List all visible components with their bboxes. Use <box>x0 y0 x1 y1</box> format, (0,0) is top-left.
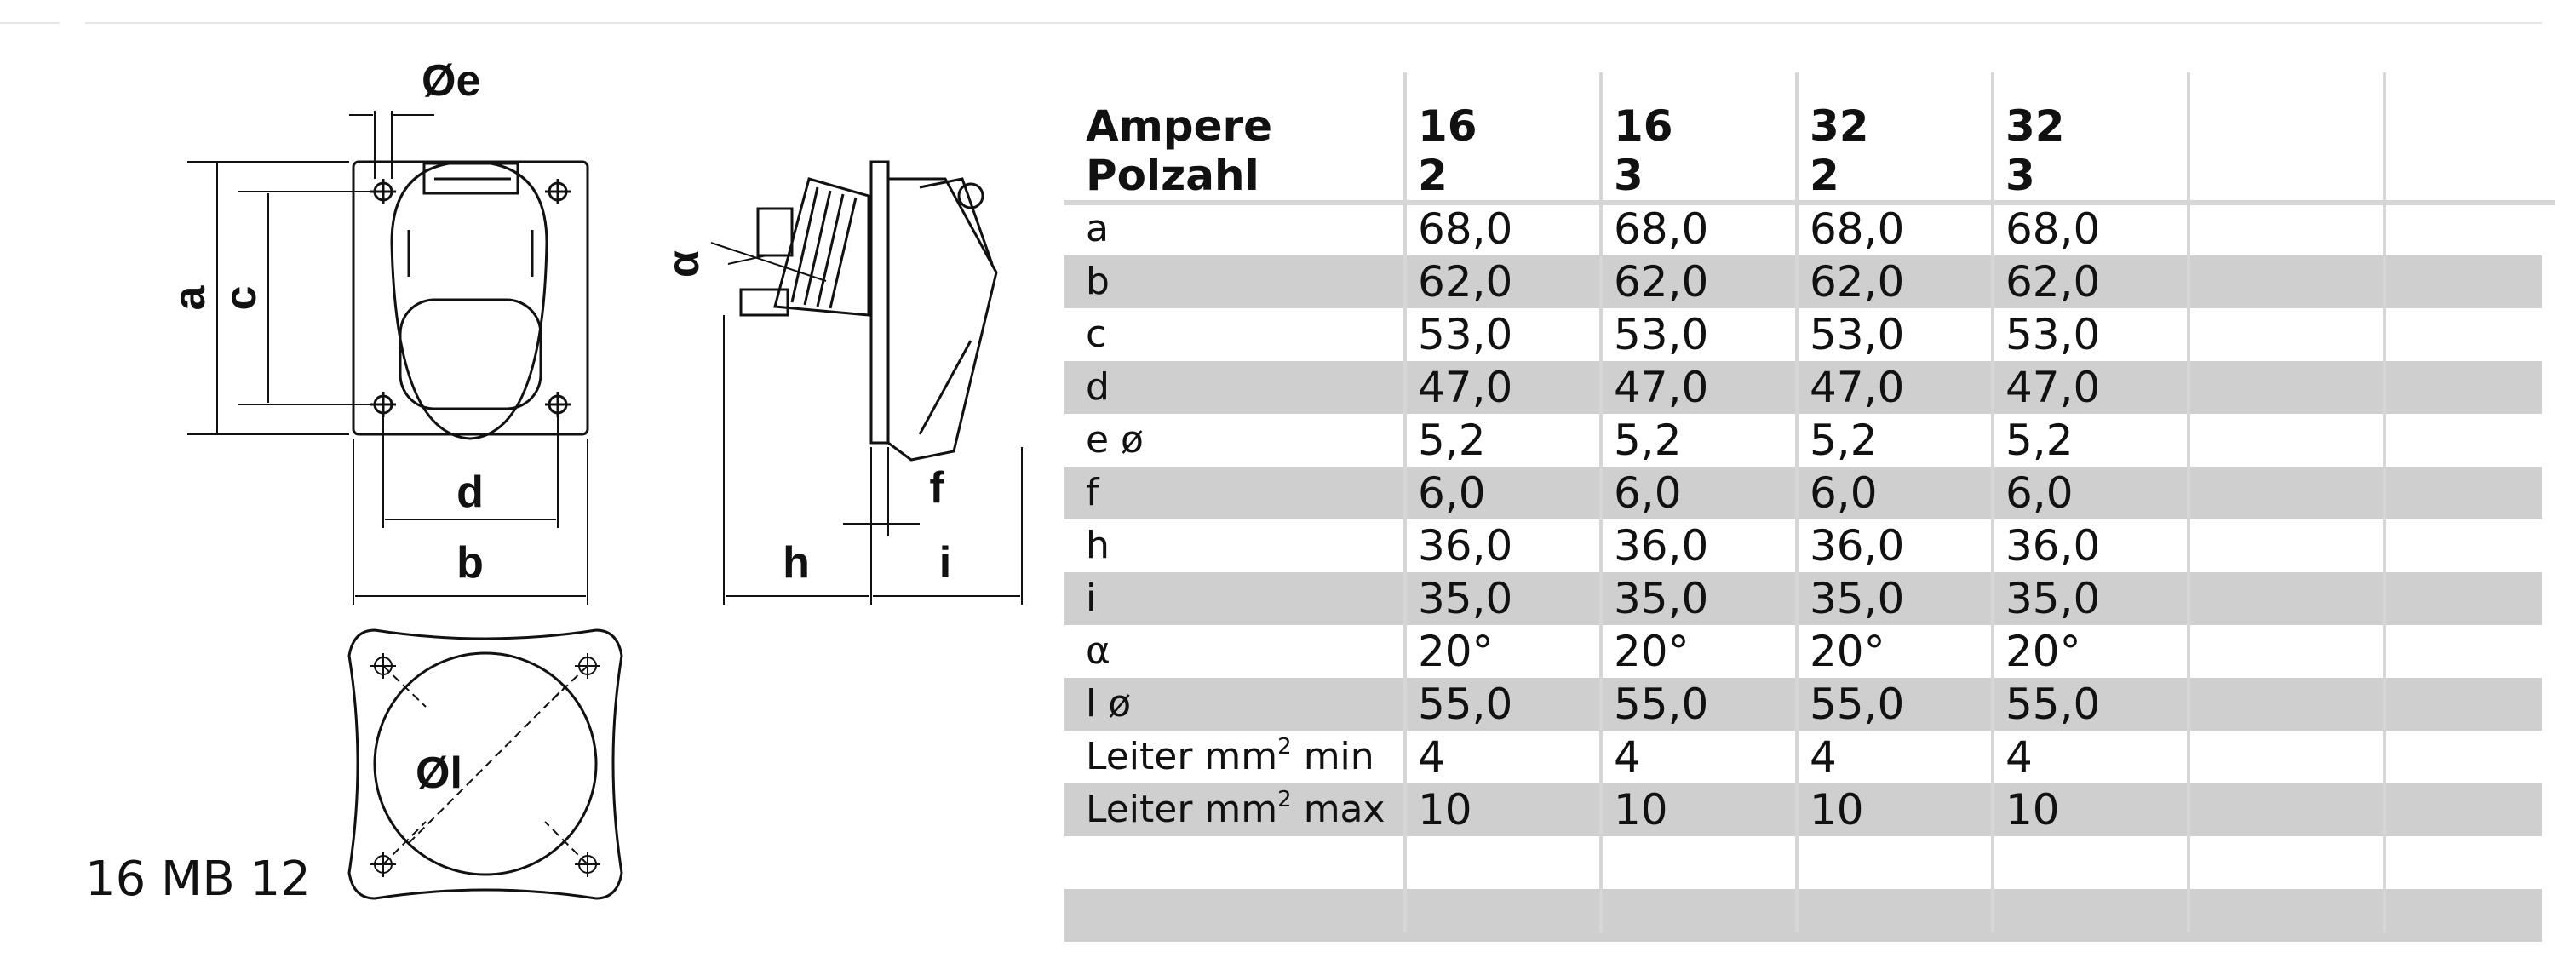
table-row-shade <box>1064 889 2542 942</box>
cell-value: 35,0 <box>1810 574 1905 623</box>
cell-value: 55,0 <box>1418 680 1513 729</box>
row-label: e ø <box>1086 418 1144 462</box>
cell-value: 62,0 <box>1418 257 1513 307</box>
table-row <box>1064 361 2542 414</box>
cell-value: 20° <box>1614 627 1690 676</box>
row-label <box>1086 783 1386 836</box>
cell-value: 68,0 <box>1614 204 1709 254</box>
cell-value: 47,0 <box>1418 363 1513 412</box>
table-row <box>1064 308 2542 361</box>
cell-value: 62,0 <box>1810 257 1905 307</box>
cell-value: 55,0 <box>1614 680 1709 729</box>
dim-label-b: b <box>456 538 484 588</box>
cell-value: 10 <box>1614 785 1668 835</box>
rear-cutout-drawing <box>324 613 664 920</box>
dim-label-d: d <box>456 468 484 517</box>
header-ampere-col4: 32 <box>2005 101 2065 151</box>
cell-value: 6,0 <box>1418 468 1486 518</box>
cell-value: 5,2 <box>1810 416 1878 465</box>
front-view-svg <box>153 56 630 613</box>
cell-value: 55,0 <box>2005 680 2101 729</box>
top-divider <box>85 22 2542 24</box>
header-polzahl-col1: 2 <box>1418 151 1448 200</box>
cell-value: 20° <box>1418 627 1494 676</box>
model-designation: 16 MB 12 <box>85 852 311 907</box>
row-label: c <box>1086 313 1107 356</box>
cell-value: 68,0 <box>2005 204 2101 254</box>
table-row <box>1064 414 2542 467</box>
dim-label-e: Øe <box>422 56 481 106</box>
cell-value: 35,0 <box>1614 574 1709 623</box>
cell-value: 36,0 <box>1614 521 1709 571</box>
cell-value: 5,2 <box>1418 416 1486 465</box>
dim-label-i: i <box>938 538 952 588</box>
table-row <box>1064 203 2542 255</box>
cell-value: 55,0 <box>1810 680 1905 729</box>
row-label: h <box>1086 524 1110 567</box>
header-ampere-col1: 16 <box>1418 101 1477 151</box>
cell-value: 36,0 <box>1810 521 1905 571</box>
spec-table <box>1064 72 2542 932</box>
table-row <box>1064 678 2542 731</box>
row-label: l ø <box>1086 682 1132 726</box>
header-polzahl-label: Polzahl <box>1086 151 1259 200</box>
cell-value: 5,2 <box>1614 416 1682 465</box>
cell-value: 6,0 <box>1614 468 1682 518</box>
table-row <box>1064 625 2542 678</box>
cell-value: 4 <box>1614 732 1641 782</box>
table-row <box>1064 783 2542 836</box>
table-row <box>1064 731 2542 783</box>
cell-value: 10 <box>1810 785 1864 835</box>
cell-value: 20° <box>1810 627 1885 676</box>
header-ampere-label: Ampere <box>1086 101 1273 151</box>
row-label: i <box>1086 577 1097 620</box>
dim-label-alpha: α <box>659 250 709 278</box>
cell-value: 4 <box>2005 732 2033 782</box>
dim-label-c: c <box>216 285 266 311</box>
cell-value: 47,0 <box>1810 363 1905 412</box>
row-label <box>1086 731 1374 783</box>
cell-value: 62,0 <box>2005 257 2101 307</box>
table-row <box>1064 519 2542 572</box>
rear-cutout-svg <box>324 613 664 920</box>
row-label: f <box>1086 471 1099 514</box>
row-label-main: Leiter mm <box>1086 735 1278 778</box>
dim-label-h: h <box>783 538 810 588</box>
header-ampere-col2: 16 <box>1614 101 1673 151</box>
cell-value: 53,0 <box>2005 310 2101 359</box>
cell-value: 6,0 <box>1810 468 1878 518</box>
header-polzahl-col2: 3 <box>1614 151 1644 200</box>
table-row <box>1064 572 2542 625</box>
row-label: a <box>1086 207 1109 250</box>
dim-label-f: f <box>929 463 944 513</box>
row-label: b <box>1086 260 1110 303</box>
side-view-drawing <box>659 60 1030 613</box>
cell-value: 68,0 <box>1810 204 1905 254</box>
row-label-suffix: max <box>1291 788 1386 831</box>
cell-value: 5,2 <box>2005 416 2074 465</box>
cell-value: 62,0 <box>1614 257 1709 307</box>
cell-value: 20° <box>2005 627 2081 676</box>
cell-value: 6,0 <box>2005 468 2074 518</box>
cell-value: 53,0 <box>1614 310 1709 359</box>
header-polzahl-col4: 3 <box>2005 151 2035 200</box>
cell-value: 10 <box>1418 785 1472 835</box>
cell-value: 4 <box>1418 732 1445 782</box>
cell-value: 53,0 <box>1810 310 1905 359</box>
table-row <box>1064 255 2542 308</box>
cell-value: 35,0 <box>2005 574 2101 623</box>
row-label-main: Leiter mm <box>1086 788 1278 831</box>
cell-value: 53,0 <box>1418 310 1513 359</box>
side-view-svg <box>659 60 1030 613</box>
cell-value: 10 <box>2005 785 2060 835</box>
cell-value: 36,0 <box>2005 521 2101 571</box>
top-divider-left <box>0 22 60 24</box>
row-label-suffix: min <box>1291 735 1374 778</box>
cell-value: 68,0 <box>1418 204 1513 254</box>
cell-value: 36,0 <box>1418 521 1513 571</box>
table-row <box>1064 467 2542 519</box>
row-label: α <box>1086 629 1111 673</box>
front-view-drawing <box>153 56 630 613</box>
cell-value: 47,0 <box>2005 363 2101 412</box>
cell-value: 47,0 <box>1614 363 1709 412</box>
cell-value: 4 <box>1810 732 1837 782</box>
header-polzahl-col3: 2 <box>1810 151 1839 200</box>
row-label-superscript: 2 <box>1277 787 1292 812</box>
header-ampere-col3: 32 <box>1810 101 1869 151</box>
cell-value: 35,0 <box>1418 574 1513 623</box>
dim-label-a: a <box>165 285 215 311</box>
dim-label-l: Øl <box>416 749 462 798</box>
row-label: d <box>1086 365 1110 409</box>
row-label-superscript: 2 <box>1277 734 1292 760</box>
